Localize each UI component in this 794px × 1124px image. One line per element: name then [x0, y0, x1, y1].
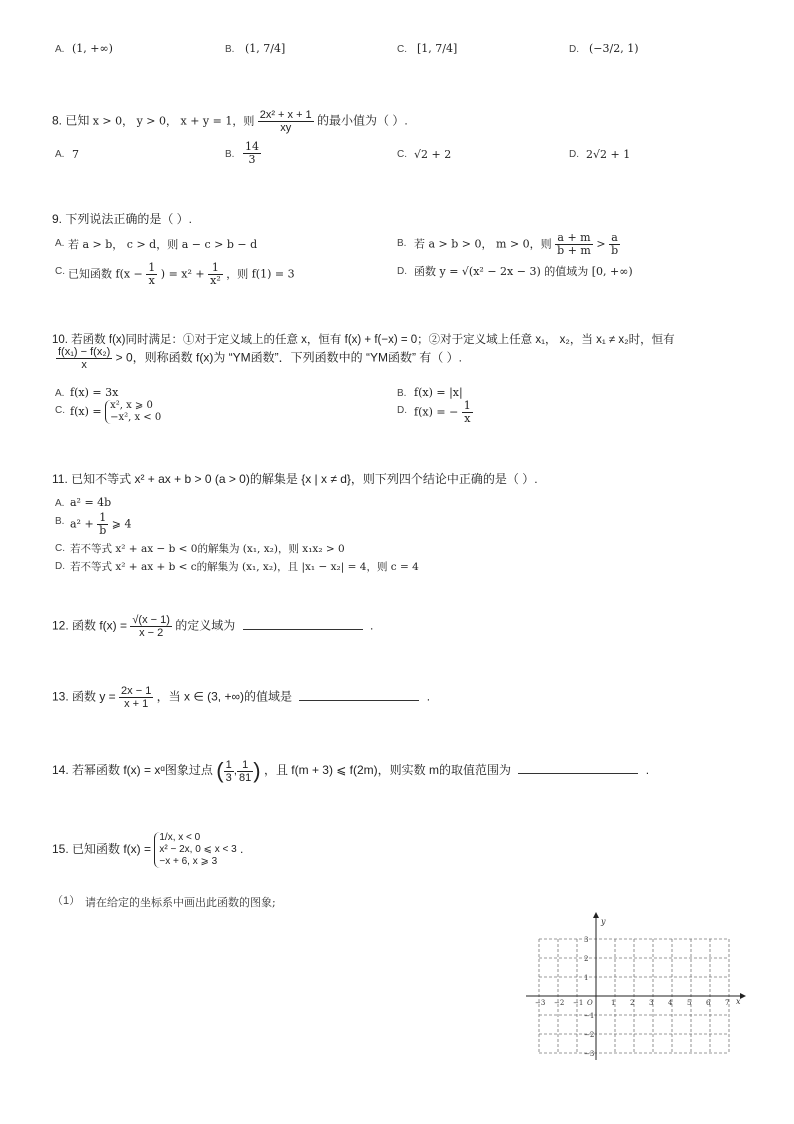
x-tick-label: −2	[554, 999, 565, 1007]
x-tick-label: 1	[611, 999, 616, 1007]
y-tick-label: 3	[584, 936, 589, 944]
coordinate-grid	[520, 910, 750, 1070]
q8-option-c-label: C.	[397, 149, 407, 160]
q9-option-c-label: C.	[55, 266, 65, 277]
q9-option-c-text: 已知函数 f(x − $\frac{1}{x}$ ) = x² + $\frac{1}{\text{x²}}$ ，则 f(1) = 3	[68, 261, 295, 287]
q14-answer-blank[interactable]	[518, 761, 638, 774]
q10-option-c-text: f(x) = x², x ⩾ 0 −x², x < 0	[70, 400, 162, 423]
y-tick-label: −2	[584, 1031, 595, 1039]
q11-option-d-text: 若不等式 x² + ax + b < c的解集为 (x₁, x₂)，且 |x₁ − x₂| = 4，则 c = 4	[70, 561, 419, 573]
x-tick-label: −3	[535, 999, 546, 1007]
q9-option-a-label: A.	[55, 238, 65, 249]
q8-option-d-text: 2√2 + 1	[586, 148, 631, 161]
q12-answer-blank[interactable]	[243, 617, 363, 630]
q14-stem: 14. 若幂函数 f(x) = xᵅ图象过点 ( $\frac{1}{3}$ , $\frac{1}{81}$ ) ，且 f(m + 3) ⩽ f(2m)，则实数 m的取值范围为 .	[52, 758, 650, 784]
q7-option-a-text: (1, +∞)	[72, 42, 113, 55]
q7-option-d-label: D.	[569, 44, 579, 55]
q15-part1-label: （1）	[52, 895, 81, 907]
q7-option-b-text: (1, 7/4]	[245, 42, 286, 55]
q8-option-b-label: B.	[225, 149, 235, 160]
q11-option-c-label: C.	[55, 543, 65, 554]
q15-part1-text: 请在给定的坐标系中画出此函数的图象;	[85, 896, 276, 909]
q7-option-b-label: B.	[225, 44, 235, 55]
q7-option-c-label: C.	[397, 44, 407, 55]
q13-answer-blank[interactable]	[299, 688, 419, 701]
q7-option-d-text: (−3/2, 1)	[589, 42, 639, 55]
q9-option-b-label: B.	[397, 238, 407, 249]
q10-option-b-text: f(x) = |x|	[414, 386, 463, 399]
q11-option-d-label: D.	[55, 561, 65, 572]
q8-option-d-label: D.	[569, 149, 579, 160]
q12-stem: 12. 函数 f(x) = $\frac{√(x - 1)}{x - 2}$ 的定义域为 .	[52, 614, 374, 639]
q9-option-a-text: 若 a > b， c > d，则 a − c > b − d	[68, 238, 258, 251]
x-tick-label: −1	[573, 999, 584, 1007]
x-tick-label: 7	[725, 999, 730, 1007]
q7-option-c-text: [1, 7/4]	[417, 42, 458, 55]
x-tick-label: 2	[630, 999, 635, 1007]
q9-option-d-label: D.	[397, 266, 407, 277]
q10-option-b-label: B.	[397, 388, 407, 399]
q8-option-c-text: √2 + 2	[414, 148, 452, 161]
x-axis-arrow-icon	[740, 993, 746, 999]
q8-fraction: $\frac{\text{2x² + x + 1}}{xy}$	[259, 109, 312, 134]
q8-option-a-text: 7	[72, 148, 79, 161]
q10-option-d-label: D.	[397, 405, 407, 416]
q10-option-a-text: f(x) = 3x	[70, 386, 119, 399]
q11-stem: 11. 已知不等式 x² + ax + b > 0 (a > 0)的解集是 {x | x ≠ d}，则下列四个结论中正确的是（ ）.	[52, 472, 538, 486]
q8-option-b-text: $\frac{14}{3}$	[245, 140, 259, 166]
x-tick-label: 6	[706, 999, 711, 1007]
q11-option-a-text: a² = 4b	[70, 496, 112, 509]
q8-option-a-label: A.	[55, 149, 65, 160]
q9-stem: 9. 下列说法正确的是（ ）.	[52, 212, 193, 226]
q15-stem: 15. 已知函数 f(x) = 1/x, x < 0 x² − 2x, 0 ⩽ x < 3 −x + 6, x ⩾ 3 .	[52, 832, 244, 867]
q10-stem-line1: 10. 若函数 f(x)同时满足：①对于定义域上的任意 x，恒有 f(x) + f(−x) = 0；②对于定义域上任意 x₁， x₂，当 x₁ ≠ x₂时，恒有	[52, 334, 675, 346]
y-axis-label: y	[601, 917, 606, 926]
q10-option-c-label: C.	[55, 405, 65, 416]
q9-option-b-text: 若 a > b > 0， m > 0，则 $\frac{a + m}{b + m}$ > $\frac{a}{b}$	[414, 231, 619, 257]
q11-option-b-label: B.	[55, 516, 65, 527]
q10-option-a-label: A.	[55, 388, 65, 399]
y-tick-label: −3	[584, 1050, 595, 1058]
q11-option-c-text: 若不等式 x² + ax − b < 0的解集为 (x₁, x₂)，则 x₁x₂ > 0	[70, 543, 345, 555]
q10-option-d-text: f(x) = − $\frac{1}{x}$	[414, 399, 471, 425]
q11-option-b-text: a² + $\frac{1}{b}$ ⩾ 4	[70, 511, 132, 537]
q11-option-a-label: A.	[55, 498, 65, 509]
q8-stem: 8. 已知 x > 0， y > 0， x + y = 1，则 $\frac{\text{2x² + x + 1}}{xy}$ 的最小值为（ ）.	[52, 109, 408, 134]
y-axis-arrow-icon	[593, 912, 599, 918]
q10-stem-line2: $\frac{\text{f(x₁) − f(x₂)}}{x}$ > 0，则称函数 f(x)为 “YM函数”．下列函数中的 “YM函数” 有（ ）.	[58, 346, 462, 371]
y-tick-label: 2	[584, 955, 589, 963]
q7-option-a-label: A.	[55, 44, 65, 55]
y-tick-label: 1	[584, 974, 589, 982]
x-tick-label: 4	[668, 999, 673, 1007]
x-tick-label: 5	[687, 999, 692, 1007]
x-tick-label: O	[587, 999, 593, 1007]
x-tick-label: 3	[649, 999, 654, 1007]
x-axis-label: x	[736, 997, 741, 1006]
q9-option-d-text: 函数 y = √(x² − 2x − 3) 的值域为 [0, +∞)	[414, 265, 633, 278]
y-tick-label: −1	[584, 1012, 595, 1020]
q13-stem: 13. 函数 y = $\frac{2x - 1}{x + 1}$ ，当 x ∈ (3, +∞)的值域是 .	[52, 685, 431, 710]
